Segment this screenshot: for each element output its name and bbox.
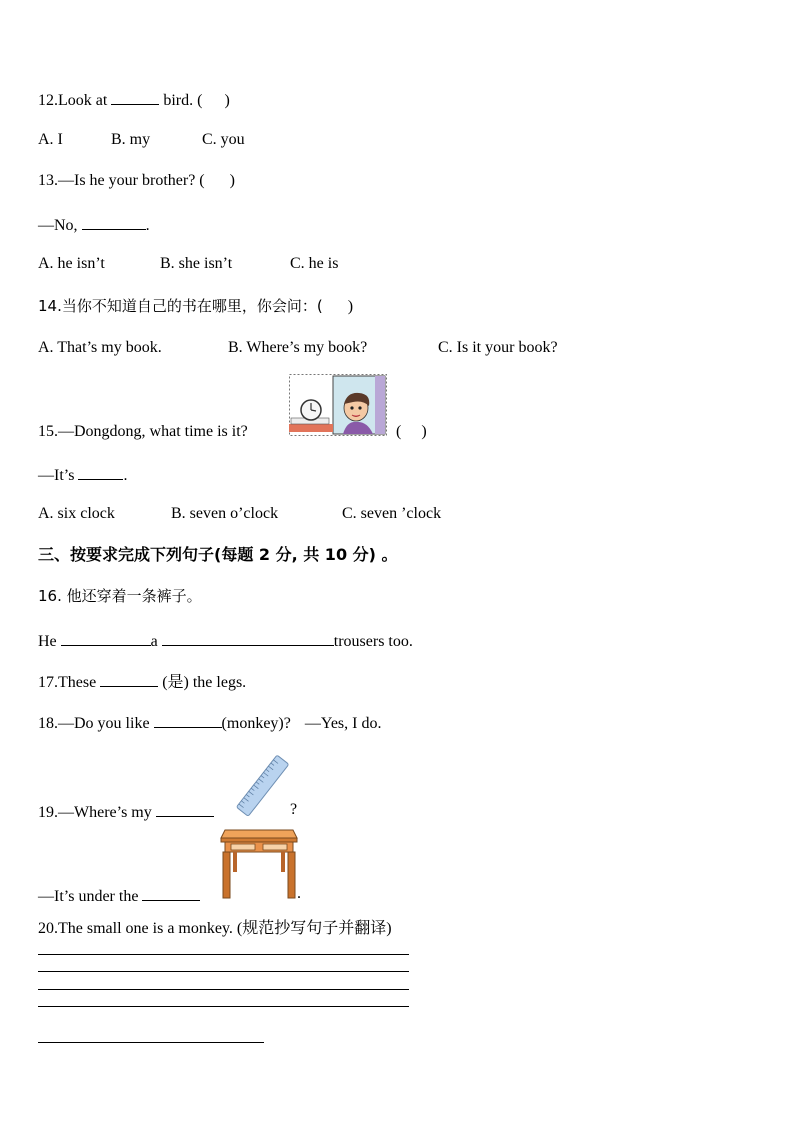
q19-reply-end (297, 884, 301, 904)
q12-option-a: A. I (38, 131, 63, 148)
q13-option-b: B. she isn’t (160, 255, 233, 272)
q15-paren-open: ( (396, 423, 402, 440)
q12-paren-close: ) (224, 92, 230, 109)
q16-word-trousers: trousers too. (333, 633, 413, 650)
q17-stem-text: 17.These (38, 674, 97, 691)
q18-stem-text: 18.—Do you like (38, 715, 150, 732)
q13-option-c: C. he is (290, 255, 339, 272)
q18-stem-text-2: (monkey)? (221, 715, 291, 732)
q15-reply (38, 463, 127, 486)
q13-blank[interactable] (82, 213, 146, 230)
q16-stem-text: 16. 他还穿着一条裤子。 (38, 587, 202, 605)
q14-stem-text: 14.当你不知道自己的书在哪里，你会问：( (38, 297, 323, 315)
q15-option-c: C. seven ’clock (342, 505, 442, 522)
q19-stem (38, 800, 214, 823)
q15-reply-end: . (123, 467, 128, 484)
q12-option-b: B. my (111, 131, 151, 148)
q20-translation-line[interactable] (38, 1042, 264, 1043)
q13-reply-text: —No, (38, 217, 78, 234)
q12-stem-text: 12.Look at (38, 92, 108, 109)
q14-option-a: A. That’s my book. (38, 339, 162, 356)
q13-reply (38, 213, 150, 236)
q14-options (38, 338, 558, 358)
section-3-heading: 三、按要求完成下列句子(每题 2 分, 共 10 分) 。 (38, 545, 398, 564)
q17-stem (38, 670, 246, 693)
q13-paren-close: ) (229, 172, 235, 189)
q12-stem-text-2: bird. ( (163, 92, 203, 109)
q18-blank[interactable] (154, 711, 222, 728)
desk-svg (219, 828, 299, 900)
q17-blank[interactable] (100, 670, 158, 687)
q16-blank-2[interactable] (162, 629, 334, 646)
q15-paren-close: ) (421, 423, 427, 440)
q19-stem-text: 19.—Where’s my (38, 804, 152, 821)
q19-question-mark-text: ? (290, 801, 298, 818)
q15-paren (396, 422, 427, 442)
q12-options (38, 130, 245, 150)
q16-blank-1[interactable] (61, 629, 151, 646)
q13-stem (38, 171, 235, 191)
q14-option-b: B. Where’s my book? (228, 339, 368, 356)
desk-illustration (219, 828, 299, 900)
q16-word-he: He (38, 633, 57, 650)
q15-blank[interactable] (78, 463, 123, 480)
q19-reply-period: . (297, 885, 301, 902)
q13-option-a: A. he isn’t (38, 255, 105, 272)
q18-reply: —Yes, I do. (304, 715, 382, 732)
boy-clock-svg (289, 374, 387, 436)
q18-stem (38, 711, 381, 734)
q16-word-a: a (150, 633, 158, 650)
q12-option-c: C. you (202, 131, 245, 148)
q20-stem (38, 919, 392, 939)
ruler-svg (232, 755, 294, 817)
q16-answer-line (38, 629, 413, 652)
q19-blank-1[interactable] (156, 800, 214, 817)
boy-clock-illustration (289, 374, 387, 436)
q13-stem-text: 13.—Is he your brother? ( (38, 172, 205, 189)
ruler-illustration (232, 755, 294, 817)
q12-stem (38, 88, 230, 111)
q15-stem (38, 422, 248, 442)
q20-write-line-4[interactable] (38, 1006, 409, 1007)
q12-blank[interactable] (111, 88, 159, 105)
q17-stem-text-2: (是) the legs. (162, 674, 247, 691)
q20-write-line-3[interactable] (38, 989, 409, 990)
q15-reply-text: —It’s (38, 467, 75, 484)
q14-stem (38, 296, 353, 317)
q19-question-mark (290, 800, 297, 820)
q15-stem-text: 15.—Dongdong, what time is it? (38, 423, 248, 440)
q13-options (38, 254, 338, 274)
q14-paren-close: ) (347, 298, 354, 315)
q13-reply-end: . (145, 217, 150, 234)
q15-option-a: A. six clock (38, 505, 115, 522)
q20-stem-text: 20.The small one is a monkey. (规范抄写句子并翻译) (38, 920, 392, 937)
q19-reply (38, 884, 200, 907)
q14-option-c: C. Is it your book? (438, 339, 558, 356)
q15-options (38, 504, 441, 524)
q19-blank-2[interactable] (142, 884, 200, 901)
q19-reply-text: —It’s under the (38, 888, 139, 905)
q20-write-line-1[interactable] (38, 954, 409, 955)
q20-write-line-2[interactable] (38, 971, 409, 972)
q15-option-b: B. seven o’clock (171, 505, 279, 522)
q16-stem (38, 586, 202, 607)
